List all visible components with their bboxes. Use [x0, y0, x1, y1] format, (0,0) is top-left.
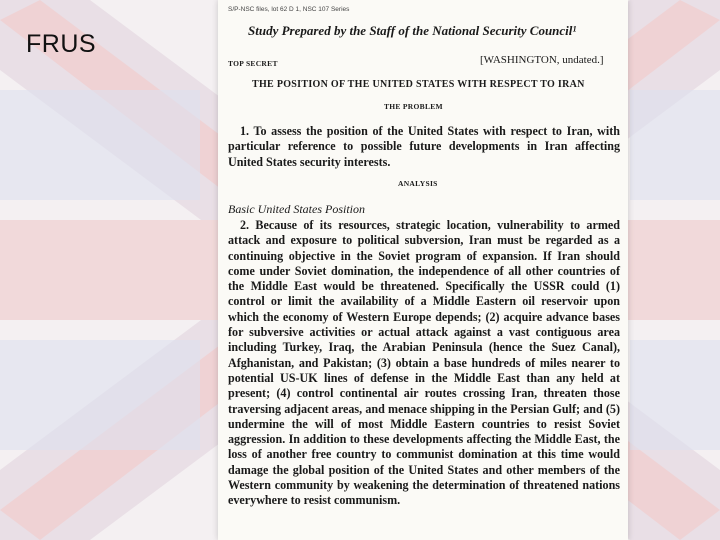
- location-date: [WASHINGTON, undated.]: [480, 54, 604, 66]
- document-page: [218, 0, 628, 540]
- section-heading: Basic United States Position: [228, 202, 365, 216]
- paragraph-1: 1. To assess the position of the United States with respect to Iran, with particular reference to possible future developments in Iran affecting United States security interests.: [228, 124, 620, 169]
- document-heading: THE POSITION OF THE UNITED STATES WITH RESPECT TO IRAN: [252, 79, 585, 90]
- classification-label: TOP SECRET: [228, 59, 278, 68]
- problem-heading: THE PROBLEM: [384, 102, 443, 111]
- file-reference: S/P-NSC files, lot 62 D 1, NSC 107 Series: [228, 6, 350, 13]
- paragraph-2: 2. Because of its resources, strategic location, vulnerability to armed attack and exposure to political subversion, Iran must be regarded as a continuing objective in the Soviet program of expansion. If Iran should come under Soviet domination, the independence of all other countries of the Middle East would be threatened. Specifically the USSR could (1) control or limit the availability of a Middle Eastern oil reservoir upon which the economy of Western Europe depends; (2) acquire advance bases for subversive activities or actual attack against a vast contiguous area including Turkey, Iraq, the Arabian Peninsula (hence the Suez Canal), Afghanistan, and Pakistan; (3) obtain a base hundreds of miles nearer to potential US-UK lines of defense in the Middle East than any held at present; (4) control continental air routes crossing Iran, threaten those traversing adjacent areas, and menace shipping in the Persian Gulf; and (5) undermine the will of most Middle Eastern countries to resist Soviet aggression. In addition to these developments affecting the Middle East, the loss of another free country to communist domination at this time would damage the global position of the United States and other members of the Western community by weakening the determination of threatened nations everywhere to resist communism.: [228, 218, 620, 508]
- document-title: Study Prepared by the Staff of the National Security Council¹: [248, 23, 577, 38]
- analysis-heading: ANALYSIS: [398, 179, 438, 188]
- slide-title: FRUS: [26, 30, 97, 58]
